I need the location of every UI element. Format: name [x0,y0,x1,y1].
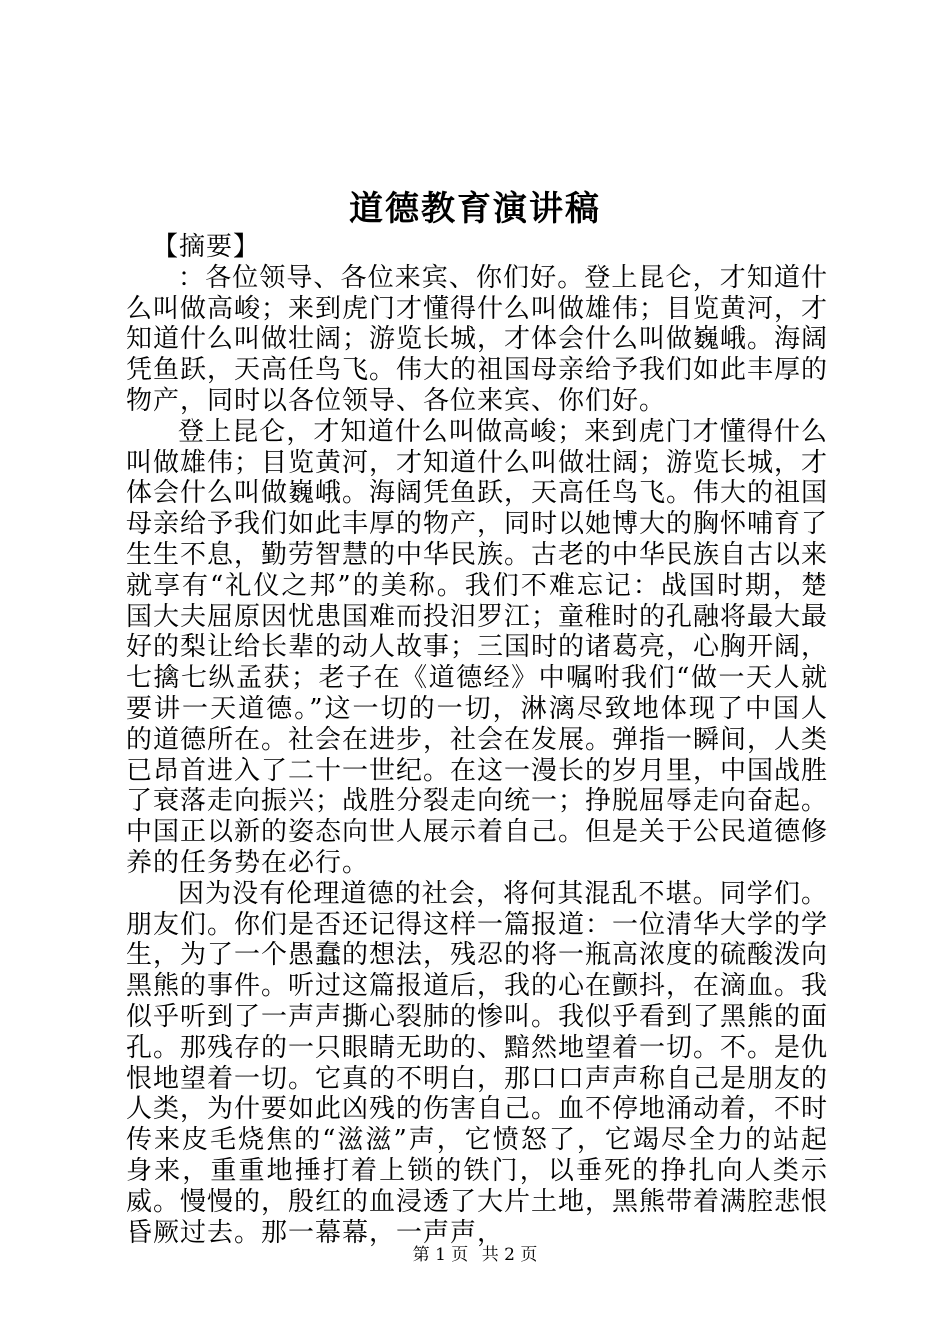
abstract-label: 【摘要】 [152,232,261,262]
document-title: 道德教育演讲稿 [349,189,601,229]
paragraph-1: ：各位领导、各位来宾、你们好。登上昆仑，才知道什么叫做高峻；来到虎门才懂得什么叫做雄伟；目览黄河，才知道什么叫做壮阔；游览长城，才体会什么叫做巍峨。海阔凭鱼跃，天高任鸟飞。伟大的祖国母亲给予我们如此丰厚的物产，同时以各位领导、各位来宾、你们好。 [126,262,829,416]
page-footer [0,1240,950,1265]
paragraph-2: 登上昆仑，才知道什么叫做高峻；来到虎门才懂得什么叫做雄伟；目览黄河，才知道什么叫做壮阔；游览长城，才体会什么叫做巍峨。海阔凭鱼跃，天高任鸟飞。伟大的祖国母亲给予我们如此丰厚的物产，同时以她博大的胸怀哺育了生生不息，勤劳智慧的中华民族。古老的中华民族自古以来就享有“礼仪之邦”的美称。我们不难忘记：战国时期，楚国大夫屈原因忧患国难而投汨罗江；童稚时的孔融将最大最好的梨让给长辈的动人故事；三国时的诸葛亮，心胸开阔，七擒七纵孟获；老子在《道德经》中嘱咐我们“做一天人就要讲一天道德。”这一切的一切，淋漓尽致地体现了中国人的道德所在。社会在进步，社会在发展。弹指一瞬间，人类已昂首进入了二十一世纪。在这一漫长的岁月里，中国战胜了衰落走向振兴；战胜分裂走向统一；挣脱屈辱走向奋起。中国正以新的姿态向世人展示着自己。但是关于公民道德修养的任务势在必行。 [126,416,829,878]
page-number: 第 1 页 [412,1245,469,1265]
paragraph-3: 因为没有伦理道德的社会，将何其混乱不堪。同学们。朋友们。你们是否还记得这样一篇报道：一位清华大学的学生，为了一个愚蠢的想法，残忍的将一瓶高浓度的硫酸泼向黑熊的事件。听过这篇报道后，我的心在颤抖，在滴血。我似乎听到了一声声撕心裂肺的惨叫。我似乎看到了黑熊的面孔。那残存的一只眼睛无助的、黯然地望着一切。不。是仇恨地望着一切。它真的不明白，那口口声声称自己是朋友的人类，为什要如此凶残的伤害自己。血不停地涌动着，不时传来皮毛烧焦的“滋滋”声，它愤怒了，它竭尽全力的站起身来，重重地捶打着上锁的铁门，以垂死的挣扎向人类示威。慢慢的，殷红的血浸透了大片土地，黑熊带着满腔悲恨昏厥过去。那一幕幕，一声声， [126,878,829,1248]
page-total: 共 2 页 [481,1245,538,1265]
document-body [126,232,828,1248]
